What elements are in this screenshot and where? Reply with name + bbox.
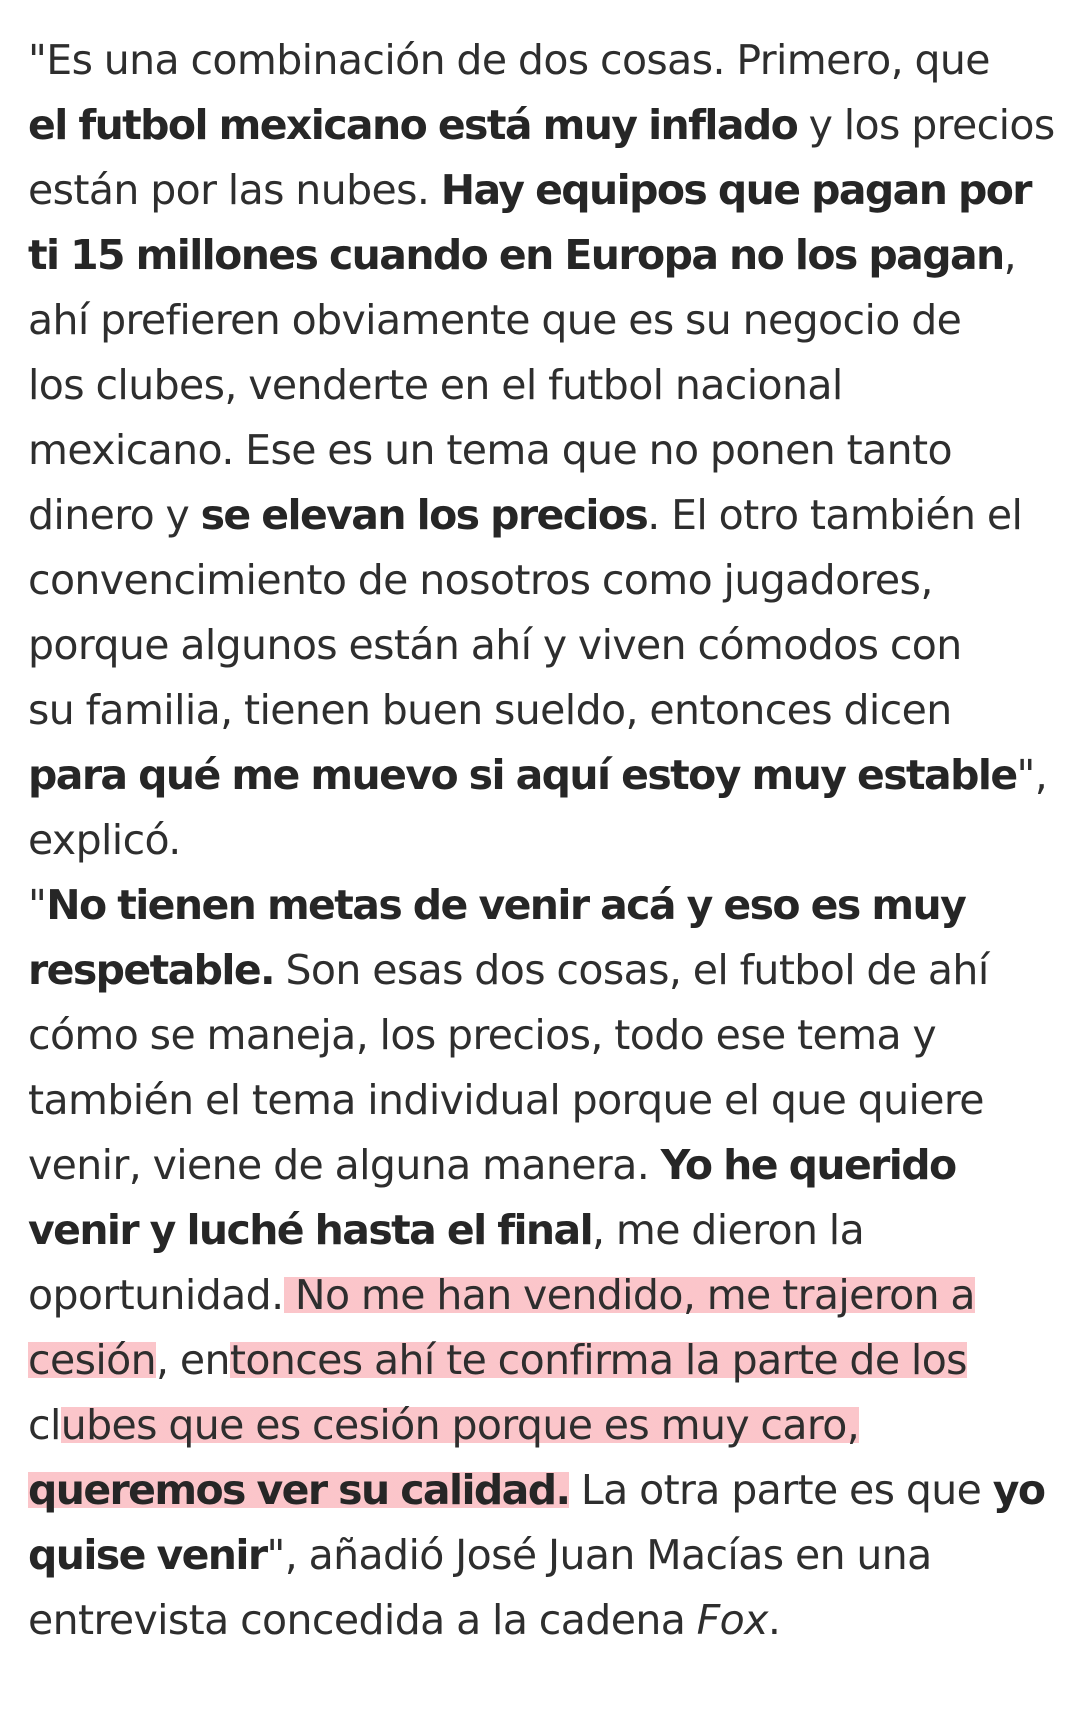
text-line [28, 93, 1058, 158]
bold-text: ti 15 millones cuando en Europa no los pagan [28, 231, 1004, 279]
italic-text: Fox [696, 1596, 768, 1644]
article-paragraph [28, 873, 1058, 1653]
bold-text: No tienen metas de venir acá y eso es muy [46, 881, 966, 929]
article-body [28, 28, 1058, 1688]
text-line [28, 353, 1058, 418]
text-line [28, 223, 1058, 288]
text-line [28, 1068, 1058, 1133]
text-segment: explicó. [28, 816, 181, 864]
text-line [28, 1003, 1058, 1068]
bold-text: yo [992, 1466, 1045, 1514]
text-line [28, 808, 1058, 873]
text-segment: dinero y [28, 491, 201, 539]
bold-text: se elevan los precios [200, 491, 648, 539]
text-line [28, 1328, 1058, 1393]
text-segment: y los precios [797, 101, 1055, 149]
text-segment: La otra parte es que [569, 1466, 993, 1514]
text-segment: los clubes, venderte en el futbol nacional [28, 361, 843, 409]
text-segment: , me dieron la [592, 1206, 865, 1254]
text-line [28, 1588, 1058, 1653]
text-segment: "Es una combinación de dos cosas. Primero, que [28, 36, 990, 84]
highlighted-text: ubes que es cesión porque es muy caro, [60, 1401, 860, 1449]
text-line [28, 28, 1058, 93]
text-segment: . El otro también el [647, 491, 1023, 539]
text-segment: ahí prefieren obviamente que es su negocio de [28, 296, 962, 344]
text-line [28, 1393, 1058, 1458]
bold-text: el futbol mexicano está muy inflado [28, 101, 798, 149]
highlighted-text: tonces ahí te confirma la parte de los [229, 1336, 967, 1384]
text-line [28, 743, 1058, 808]
text-line [28, 613, 1058, 678]
text-line [28, 548, 1058, 613]
text-line [28, 678, 1058, 743]
text-segment: Son esas dos cosas, el futbol de ahí [274, 946, 989, 994]
text-segment: mexicano. Ese es un tema que no ponen tanto [28, 426, 952, 474]
text-segment: , en [156, 1336, 230, 1384]
text-segment: venir, viene de alguna manera. [28, 1141, 661, 1189]
text-line [28, 418, 1058, 483]
text-line [28, 1458, 1058, 1523]
text-segment: . [767, 1596, 781, 1644]
text-segment: también el tema individual porque el que quiere [28, 1076, 984, 1124]
article-paragraph [28, 28, 1058, 873]
text-segment: cómo se maneja, los precios, todo ese tema y [28, 1011, 937, 1059]
bold-text: Yo he querido [660, 1141, 956, 1189]
text-line [28, 1523, 1058, 1588]
text-segment: están por las nubes. [28, 166, 441, 214]
text-segment: ", añadió José Juan Macías en una [266, 1531, 932, 1579]
bold-text: respetable. [28, 946, 275, 994]
text-line [28, 1133, 1058, 1198]
text-segment: entrevista concedida a la cadena [28, 1596, 697, 1644]
highlighted-text: No me han vendido, me trajeron a [283, 1271, 975, 1319]
text-segment: convencimiento de nosotros como jugadores, [28, 556, 933, 604]
bold-text: Hay equipos que pagan por [440, 166, 1031, 214]
text-segment: , [1003, 231, 1017, 279]
text-line [28, 1263, 1058, 1328]
text-line [28, 1198, 1058, 1263]
bold-text: quise venir [28, 1531, 267, 1579]
text-line [28, 873, 1058, 938]
text-segment: oportunidad. [28, 1271, 284, 1319]
text-segment: " [28, 881, 47, 929]
bold-text: venir y luché hasta el final [28, 1206, 593, 1254]
text-segment: cl [28, 1401, 61, 1449]
text-line [28, 288, 1058, 353]
text-segment: su familia, tienen buen sueldo, entonces dicen [28, 686, 952, 734]
text-line [28, 158, 1058, 223]
text-segment: ", [1016, 751, 1048, 799]
text-line [28, 938, 1058, 1003]
text-segment: porque algunos están ahí y viven cómodos con [28, 621, 962, 669]
highlighted-text: queremos ver su calidad. [28, 1466, 570, 1514]
bold-text: para qué me muevo si aquí estoy muy estable [28, 751, 1017, 799]
highlighted-text: cesión [28, 1336, 156, 1384]
text-line [28, 483, 1058, 548]
